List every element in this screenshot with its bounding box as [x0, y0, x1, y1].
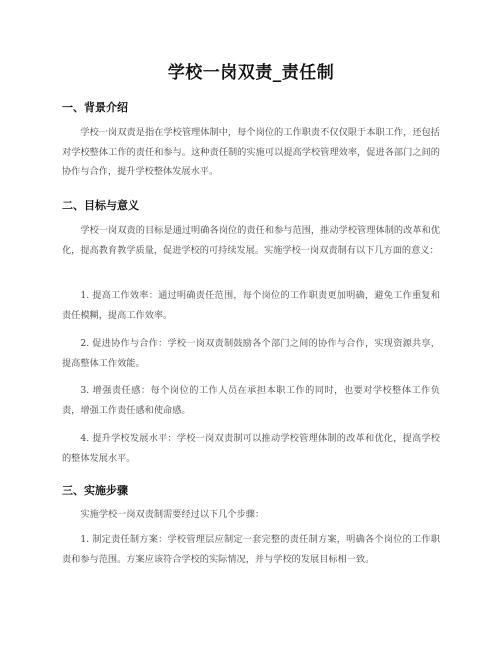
list-item-collaboration: 2. 促进协作与合作：学校一岗双责制鼓励各个部门之间的协作与合作，实现资源共享，提高整体工作效能。: [62, 338, 440, 369]
section-heading-background: 一、背景介绍: [62, 101, 128, 114]
list-item-efficiency: 1. 提高工作效率：通过明确责任范围，每个岗位的工作职责更加明确，避免工作重复和责任模糊，提高工作效率。: [62, 290, 440, 321]
list-item-development: 4. 提升学校发展水平：学校一岗双责制可以推动学校管理体制的改革和优化，提高学校的整体发展水平。: [62, 433, 440, 464]
list-item-responsibility: 3. 增强责任感：每个岗位的工作人员在承担本职工作的同时，也要对学校整体工作负责，增强工作责任感和使命感。: [62, 385, 440, 416]
section-heading-steps: 三、实施步骤: [62, 484, 128, 497]
paragraph-background: 学校一岗双责是指在学校管理体制中，每个岗位的工作职责不仅仅限于本职工作，还包括对学校整体工作的责任和参与。这种责任制的实施可以提高学校管理效率，促进各部门之间的协作与合作，提升学校整体发展水平。: [62, 127, 440, 177]
paragraph-goals-intro: 学校一岗双责的目标是通过明确各岗位的责任和参与范围，推动学校管理体制的改革和优化，提高教育教学质量，促进学校的可持续发展。实施学校一岗双责制有以下几方面的意义：: [62, 225, 440, 256]
section-heading-goals: 二、目标与意义: [62, 199, 139, 212]
document-title: 学校一岗双责_责任制: [167, 63, 335, 83]
paragraph-steps-intro: 实施学校一岗双责制需要经过以下几个步骤：: [80, 509, 265, 520]
list-item-plan: 1. 制定责任制方案：学校管理层应制定一套完整的责任制方案，明确各个岗位的工作职责和参与范围。方案应该符合学校的实际情况，并与学校的发展目标相一致。: [62, 534, 440, 565]
